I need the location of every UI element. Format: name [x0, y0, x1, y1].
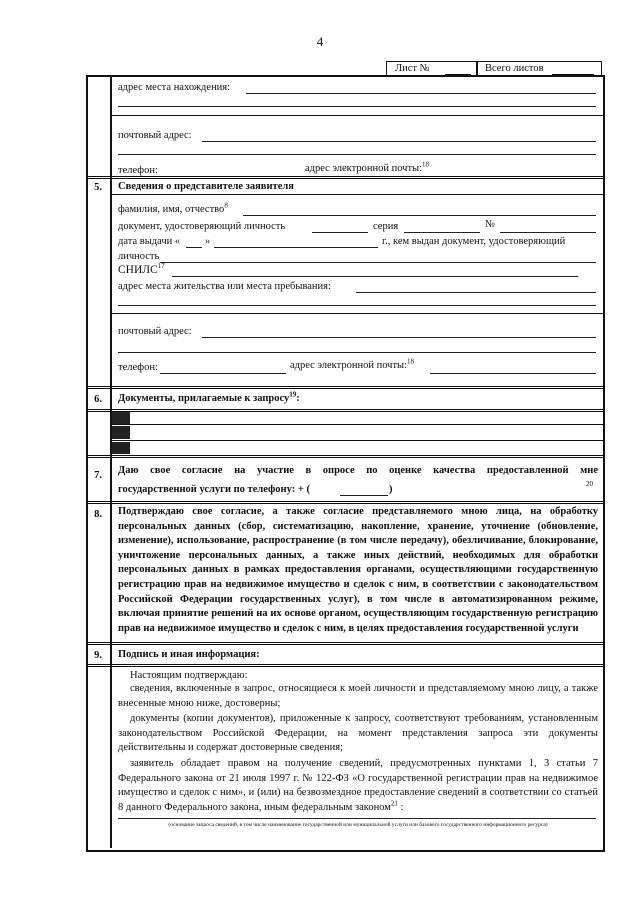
issue-date-mid: »: [205, 236, 211, 247]
email-label: адрес электронной почты:$^{18}$: [305, 160, 430, 174]
number-sign-label: №: [485, 219, 496, 230]
issued-by-field[interactable]: [160, 262, 596, 263]
section-9-divider: [86, 664, 603, 667]
s5-phone-label: телефон:: [118, 362, 158, 373]
confirm-paragraph-1: сведения, включенные в запрос, относящиеся к моей личности и представляемому мною лицу, а также внесенные мною ниже, достоверны;: [118, 683, 598, 709]
attachment-row-marker-3: [112, 442, 130, 454]
section-8-consent-text: Подтверждаю свое согласие, а также согласие представляемого мною лица, на обработку персональных данных (сбор, систематизацию, накопление, хранение, уточнение (обновление, изменение), использование, распространение (в том числе передачу), обезличивание, блокирование, уничтожение персональных данных, а также иных действий, необходимых для обработки персональных данных в рамках предоставления органами, осуществляющими государственную регистрацию прав на недвижимое имущество и сделок с ним, в соответствии с законодательством Российской Федерации государственных услуг), в том числе в автоматизированном режиме, включая принятие решений на их основе органом, осуществляющим государственную регистрацию прав на недвижимое имущество и сделок с ним, в целях предоставления государственной услуги: [118, 506, 598, 634]
total-sheets-label: Всего листов: [485, 63, 544, 74]
attachment-row-marker-2: [112, 426, 130, 439]
s5-postal-address-label: почтовый адрес:: [118, 326, 192, 337]
residence-field[interactable]: [356, 292, 596, 293]
sheet-divider: [476, 62, 478, 76]
sheet-counter: [386, 61, 602, 76]
s5-email-label: адрес электронной почты:$^{18}$: [290, 357, 415, 371]
id-doc-label: документ, удостоверяющий личность: [118, 221, 286, 232]
confirm-paragraph-2: документы (копии документов), приложенные к запросу, соответствуют требованиям, установленным законодательством Российской Федерации, на момент представления запроса эти документы действительны и содержат достоверные сведения;: [118, 713, 598, 753]
s5-postal-address-field[interactable]: [202, 337, 596, 338]
section-7-line-1: Даю свое согласие на участие в опросе по оценке качества предоставленной мне: [118, 465, 598, 476]
sheet-number-label: Лист №: [395, 63, 430, 74]
fio-field[interactable]: [243, 215, 596, 216]
request-basis-field[interactable]: [118, 818, 596, 819]
s5-postal-address-field-2[interactable]: [118, 352, 596, 353]
row-divider-5: [86, 176, 603, 179]
issue-day-field[interactable]: [186, 247, 202, 248]
section-7-consent: [118, 464, 598, 477]
top-block-divider: [112, 115, 603, 116]
series-field[interactable]: [404, 232, 480, 233]
confirm-heading: Настоящим подтверждаю:: [130, 670, 248, 681]
section-9-number: 9.: [94, 650, 102, 661]
doc-number-field[interactable]: [500, 232, 596, 233]
series-label: серия: [373, 221, 399, 232]
issue-date-label: дата выдачи «: [118, 236, 181, 247]
issue-month-field[interactable]: [214, 247, 378, 248]
s5-phone-field[interactable]: [160, 373, 286, 374]
postal-address-label: почтовый адрес:: [118, 130, 192, 141]
attachment-row-marker-1: [112, 412, 130, 424]
issued-by-label: г., кем выдан документ, удостоверяющий: [382, 236, 566, 247]
residence-label: адрес места жительства или места пребывания:: [118, 281, 331, 292]
section-7-footnote-ref: 20: [586, 480, 593, 488]
s5-email-field[interactable]: [430, 373, 596, 374]
request-basis-footnote: (основание запроса сведений, в том числе наименование государственной или муниципальной услуги или базового государственного информационного ресурса): [168, 822, 548, 828]
phone-label: телефон:: [118, 165, 158, 176]
survey-phone-field[interactable]: [340, 495, 388, 496]
personality-label: личность: [118, 251, 160, 262]
attachment-row-2[interactable]: [112, 440, 603, 441]
section-5-title-divider: [112, 194, 603, 195]
residence-field-2[interactable]: [118, 305, 596, 306]
section-6-divider-1: [86, 409, 603, 412]
section-5-number: 5.: [94, 182, 102, 193]
snils-field[interactable]: [172, 276, 578, 277]
fio-label: фамилия, имя, отчество$^8$: [118, 201, 228, 215]
postal-address-field[interactable]: [202, 141, 596, 142]
section-6-title: Документы, прилагаемые к запросу$^{19}$:: [118, 390, 300, 404]
section-8-number: 8.: [94, 509, 102, 520]
row-divider-9: [86, 642, 603, 645]
address-location-field-2[interactable]: [118, 106, 596, 107]
address-location-field[interactable]: [246, 93, 596, 94]
row-divider-8: [86, 501, 603, 504]
row-divider-6: [86, 386, 603, 389]
section-7-phone-label: государственной услуги по телефону: + (: [118, 484, 310, 495]
number-column-divider: [110, 75, 112, 848]
snils-label: СНИЛС$^{17}$: [118, 262, 165, 276]
section-6-number: 6.: [94, 394, 102, 405]
id-doc-field[interactable]: [312, 232, 368, 233]
attachment-row-1[interactable]: [112, 424, 603, 425]
postal-address-field-2[interactable]: [118, 154, 596, 155]
section-9-title: Подпись и иная информация:: [118, 649, 260, 660]
section-7-phone-close: ): [389, 484, 393, 495]
section-7-number: 7.: [94, 470, 102, 481]
section-5-title: Сведения о представителе заявителя: [118, 181, 294, 192]
address-location-label: адрес места нахождения:: [118, 82, 231, 93]
row-divider-7: [86, 455, 603, 458]
confirm-paragraph-3: заявитель обладает правом на получение сведений, предусмотренных пунктами 1, 3 статьи 7 Федерального закона от 21 июля 1997 г. № 122-ФЗ «О государственной регистрации прав на недвижимое имущество и сделок с ним», и (или) на безвозмездное предоставление сведений в соответствии со статьей 8 данного Федерального закона, иным федеральным законом$^{21}$ :: [118, 758, 598, 813]
page-number: 4: [316, 34, 324, 49]
section-5-mid-divider: [112, 313, 603, 314]
